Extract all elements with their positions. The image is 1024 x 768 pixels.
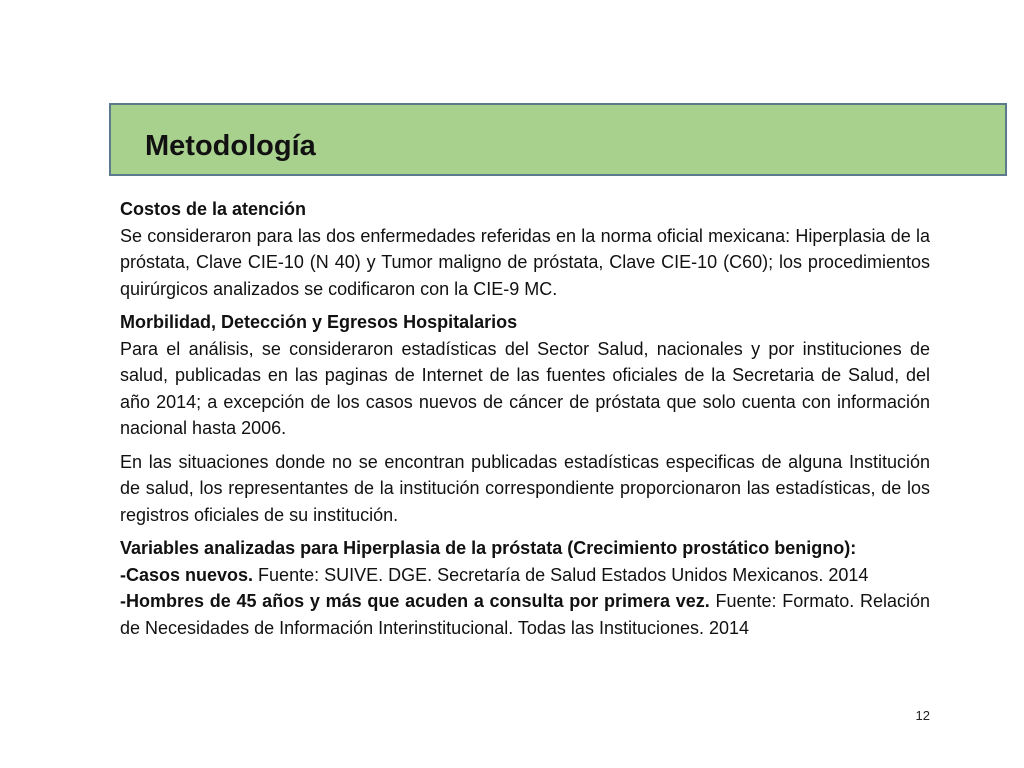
costs-section [120, 196, 930, 302]
variable-item-2-label: -Hombres de 45 años y más que acuden a consulta por primera vez. [120, 591, 710, 611]
variable-item-2-text: Fuente: Formato. Relación de Necesidades de Información Interinstitucional. Todas las Instituciones. 2014 [120, 591, 930, 638]
morbidity-section [120, 309, 930, 442]
variables-section [120, 535, 930, 641]
situations-section [120, 449, 930, 529]
title-banner [109, 103, 1007, 176]
page-title: Metodología [145, 130, 316, 162]
slide-content [120, 196, 930, 648]
morbidity-heading: Morbilidad, Detección y Egresos Hospitalarios [120, 312, 518, 332]
situations-text: En las situaciones donde no se encontran publicadas estadísticas especificas de alguna Institución de salud, los representantes de la institución correspondiente proporcionaron las estadísticas, de los registros oficiales de su institución. [120, 451, 930, 525]
variables-heading: Variables analizadas para Hiperplasia de la próstata (Crecimiento prostático benigno): [120, 538, 857, 558]
costs-heading: Costos de la atención [120, 199, 307, 219]
page-number: 12 [915, 708, 930, 723]
variable-item-1-text: Fuente: SUIVE. DGE. Secretaría de Salud Estados Unidos Mexicanos. 2014 [253, 564, 869, 585]
morbidity-text: Para el análisis, se consideraron estadísticas del Sector Salud, nacionales y por instituciones de salud, publicadas en las paginas de Internet de las fuentes oficiales de la Secretaria de Salud, del año 2014; a excepción de los casos nuevos de cáncer de próstata que solo cuenta con información nacional hasta 2006. [120, 338, 930, 438]
costs-text: Se consideraron para las dos enfermedades referidas en la norma oficial mexicana: Hiperplasia de la próstata, Clave CIE-10 (N 40) y Tumor maligno de próstata, Clave CIE-10 (C60); los procedimientos quirúrgicos analizados se codificaron con la CIE-9 MC. [120, 225, 930, 299]
variable-item-1-label: -Casos nuevos. [120, 564, 254, 585]
